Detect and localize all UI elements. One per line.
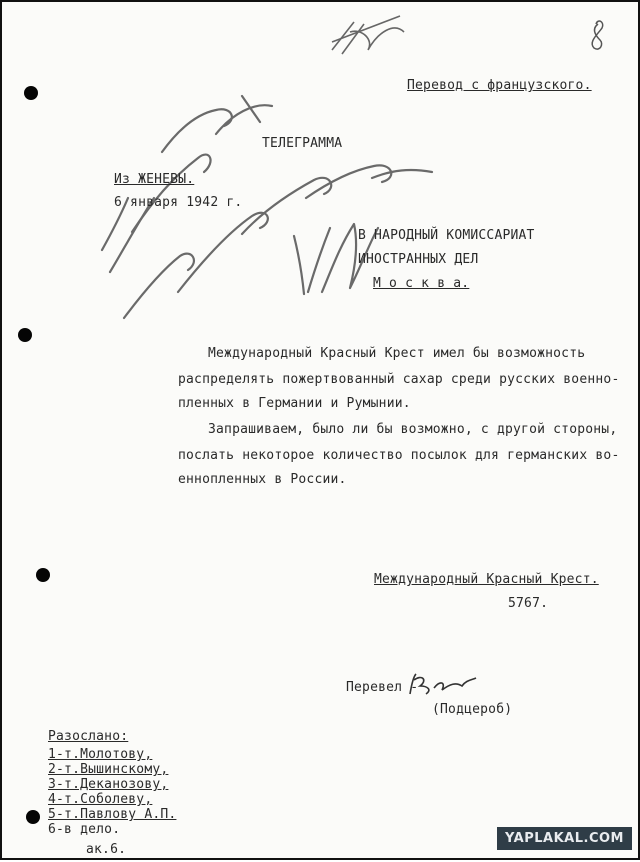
body-line-2: распределять пожертвованный сахар среди русских военно- (178, 372, 620, 387)
body-line-1: Международный Красный Крест имел бы возможность (208, 346, 586, 361)
addressee-city: М о с к в а. (373, 276, 470, 291)
telegram-origin: Из ЖЕНЕВЫ. (114, 172, 195, 187)
body-line-6: еннопленных в России. (178, 472, 347, 487)
distribution-title: Разослано: (48, 729, 129, 744)
telegram-title: ТЕЛЕГРАММА (262, 136, 343, 151)
page-number-handwritten (592, 21, 603, 49)
punch-hole-middle (18, 328, 32, 342)
sender-signature: Международный Красный Крест. (374, 572, 599, 587)
translator-name: (Подцероб) (432, 702, 513, 717)
distribution-item: 1-т.Молотову, (48, 747, 153, 762)
telegram-date: 6 января 1942 г. (114, 195, 243, 210)
translator-label: Перевел - (346, 680, 419, 695)
translation-note: Перевод с французского. (407, 78, 592, 93)
addressee-line-1: В НАРОДНЫЙ КОМИССАРИАТ (358, 228, 535, 243)
punch-hole-top (24, 86, 38, 100)
distribution-item: 2-т.Вышинскому, (48, 762, 169, 777)
distribution-item: 4-т.Соболеву, (48, 792, 153, 807)
punch-hole-bottom (26, 810, 40, 824)
punch-hole-lower (36, 568, 50, 582)
distribution-item: 5-т.Павлову А.П. (48, 807, 177, 822)
body-line-4: Запрашиваем, было ли бы возможно, с другой стороны, (208, 422, 618, 437)
distribution-item: 3-т.Деканозову, (48, 777, 169, 792)
translator-signature (406, 670, 480, 702)
telegram-number: 5767. (508, 596, 549, 611)
distribution-item: 6-в дело. (48, 822, 121, 837)
watermark-badge: YAPLAKAL.COM (497, 827, 632, 850)
body-line-5: послать некоторое количество посылок для германских во- (178, 448, 620, 463)
addressee-line-2: ИНОСТРАННЫХ ДЕЛ (358, 252, 479, 267)
copies-count: ак.6. (86, 842, 127, 857)
body-line-3: пленных в Германии и Румынии. (178, 396, 411, 411)
top-signature-scribble (332, 16, 404, 54)
